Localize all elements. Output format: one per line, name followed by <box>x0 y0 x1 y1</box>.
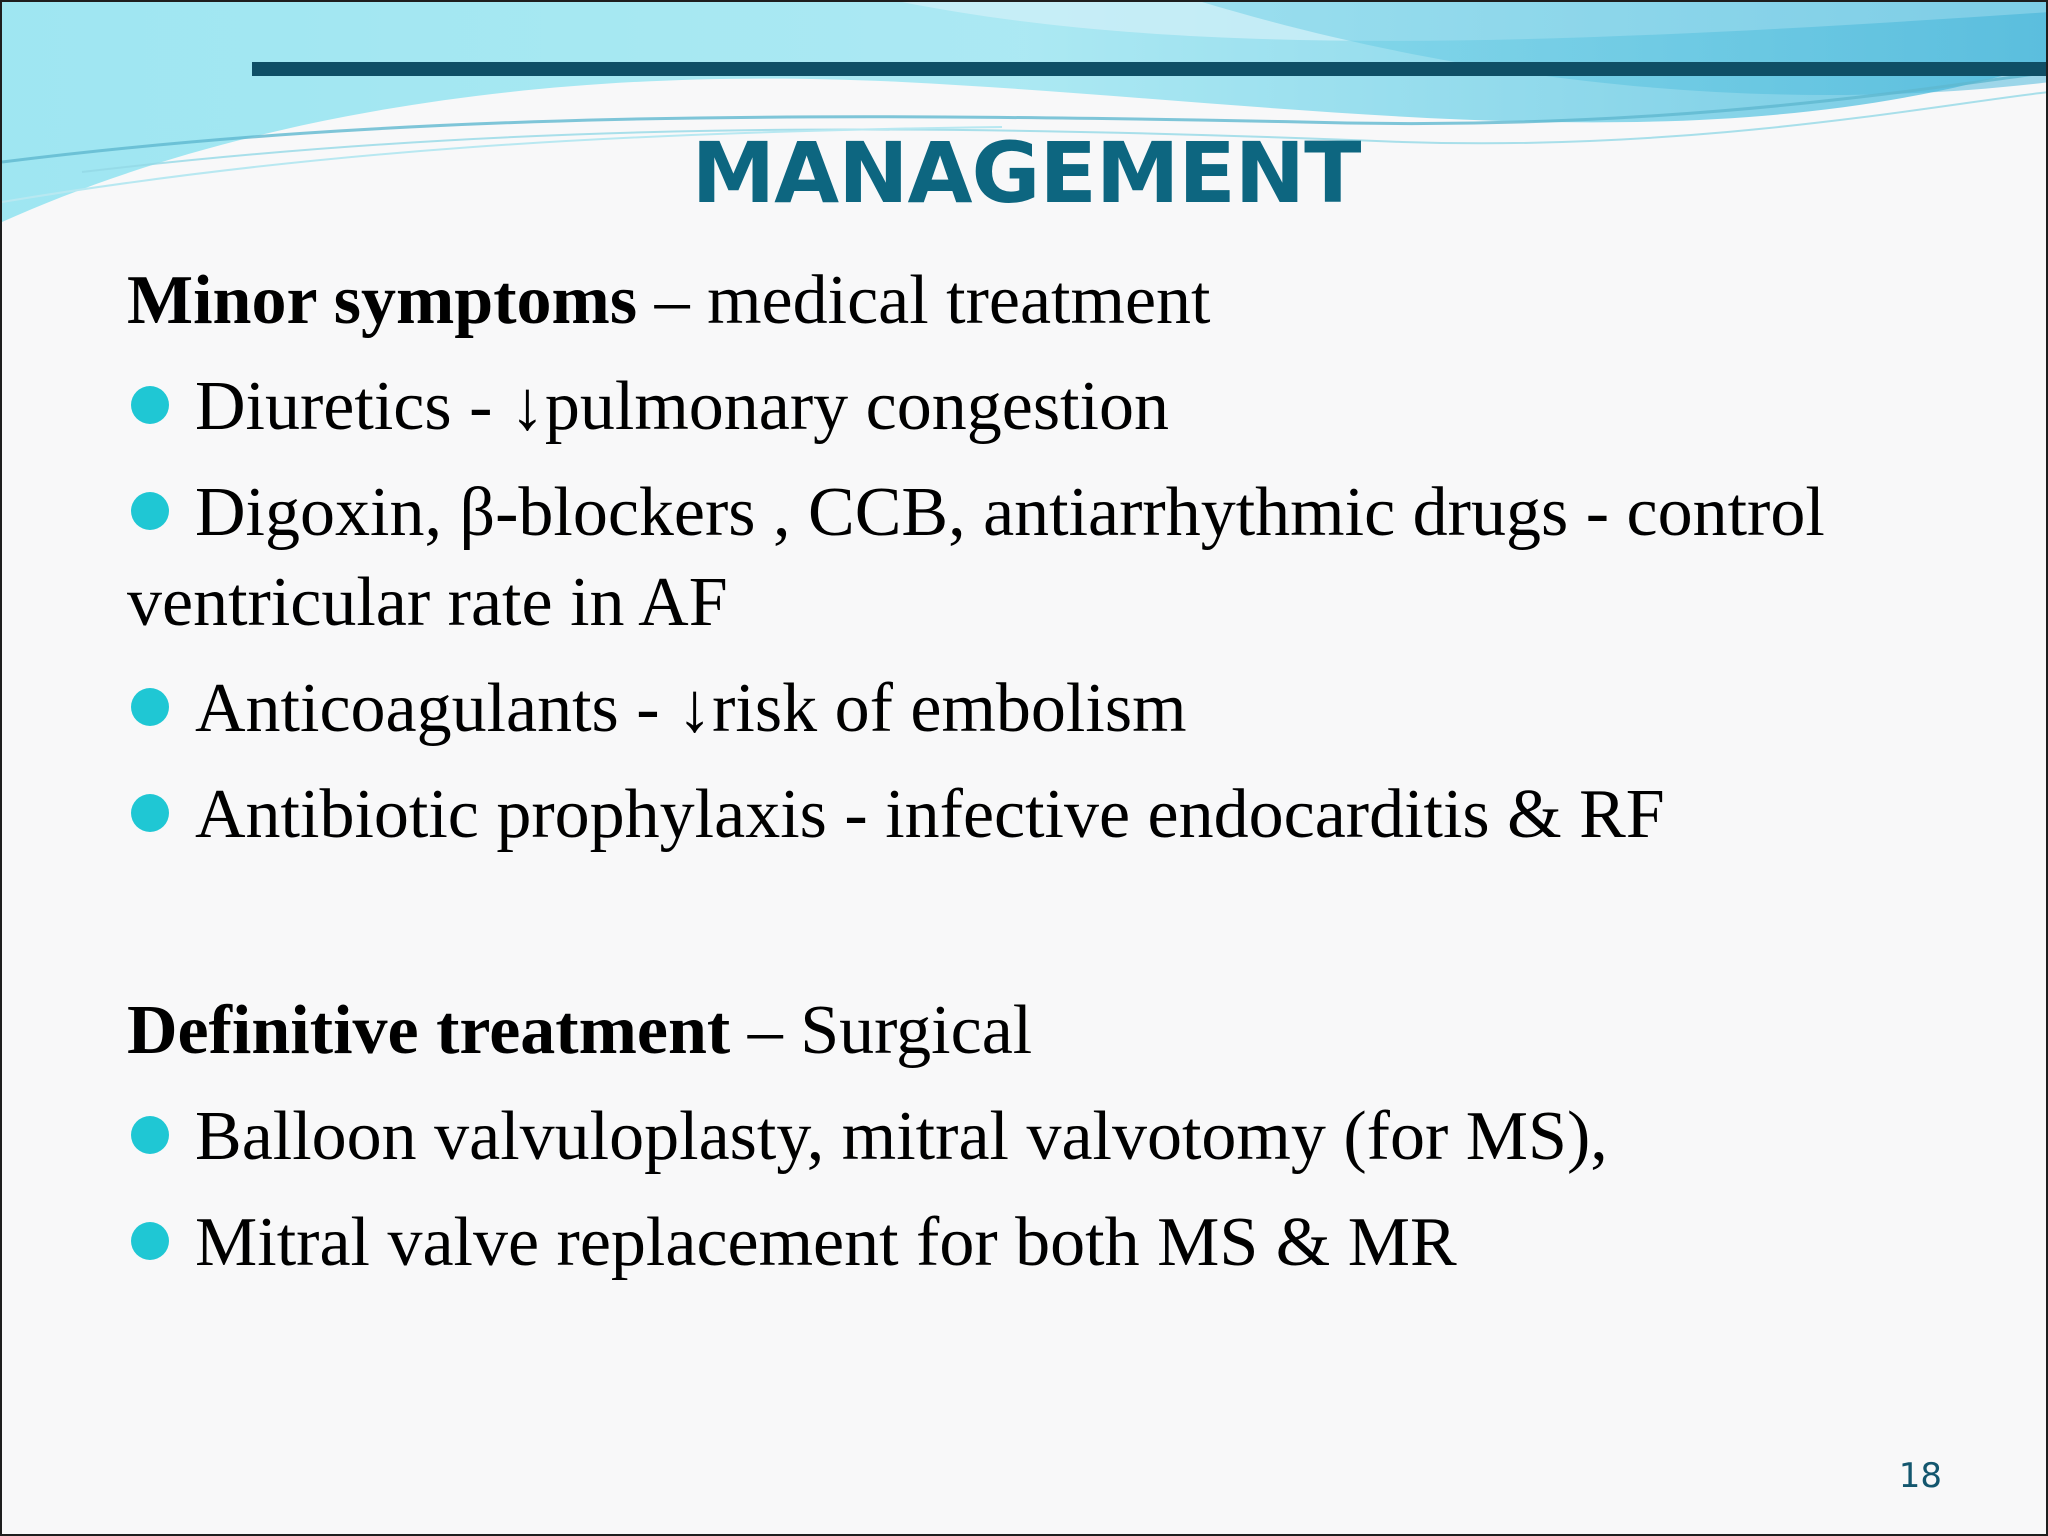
bullet-text: Digoxin, β-blockers , CCB, antiarrhythmic drugs - control ventricular rate in AF <box>127 474 1825 641</box>
section-spacer <box>127 876 1987 986</box>
bullet-item <box>127 468 1987 648</box>
bullet-dot-icon <box>131 386 169 424</box>
bullet-dot-icon <box>131 1116 169 1154</box>
bullet-item <box>127 770 1987 860</box>
bullet-text: Mitral valve replacement for both MS & MR <box>195 1204 1457 1281</box>
bullet-item <box>127 664 1987 754</box>
section-heading-rest: – medical treatment <box>637 262 1211 339</box>
section-heading-definitive <box>127 986 1987 1076</box>
bullet-text: Antibiotic prophylaxis - infective endocarditis & RF <box>195 776 1665 853</box>
bullet-text: Anticoagulants - ↓risk of embolism <box>195 670 1187 747</box>
bullet-dot-icon <box>131 1222 169 1260</box>
bullet-item <box>127 1198 1987 1288</box>
bullet-text: Diuretics - ↓pulmonary congestion <box>195 368 1169 445</box>
section-heading-minor <box>127 256 1987 346</box>
slide-title: MANAGEMENT <box>691 124 1361 222</box>
slide-body <box>127 256 1987 1304</box>
bullet-dot-icon <box>131 492 169 530</box>
bullet-item <box>127 1092 1987 1182</box>
bullet-text: Balloon valvuloplasty, mitral valvotomy (for MS), <box>195 1098 1608 1175</box>
bullet-dot-icon <box>131 794 169 832</box>
header-bar <box>252 62 2048 76</box>
section-heading-rest: – Surgical <box>730 992 1033 1069</box>
bullet-dot-icon <box>131 688 169 726</box>
bullet-item <box>127 362 1987 452</box>
page-number: 18 <box>1898 1456 1942 1496</box>
section-heading-bold: Minor symptoms <box>127 262 638 339</box>
section-heading-bold: Definitive treatment <box>127 992 731 1069</box>
